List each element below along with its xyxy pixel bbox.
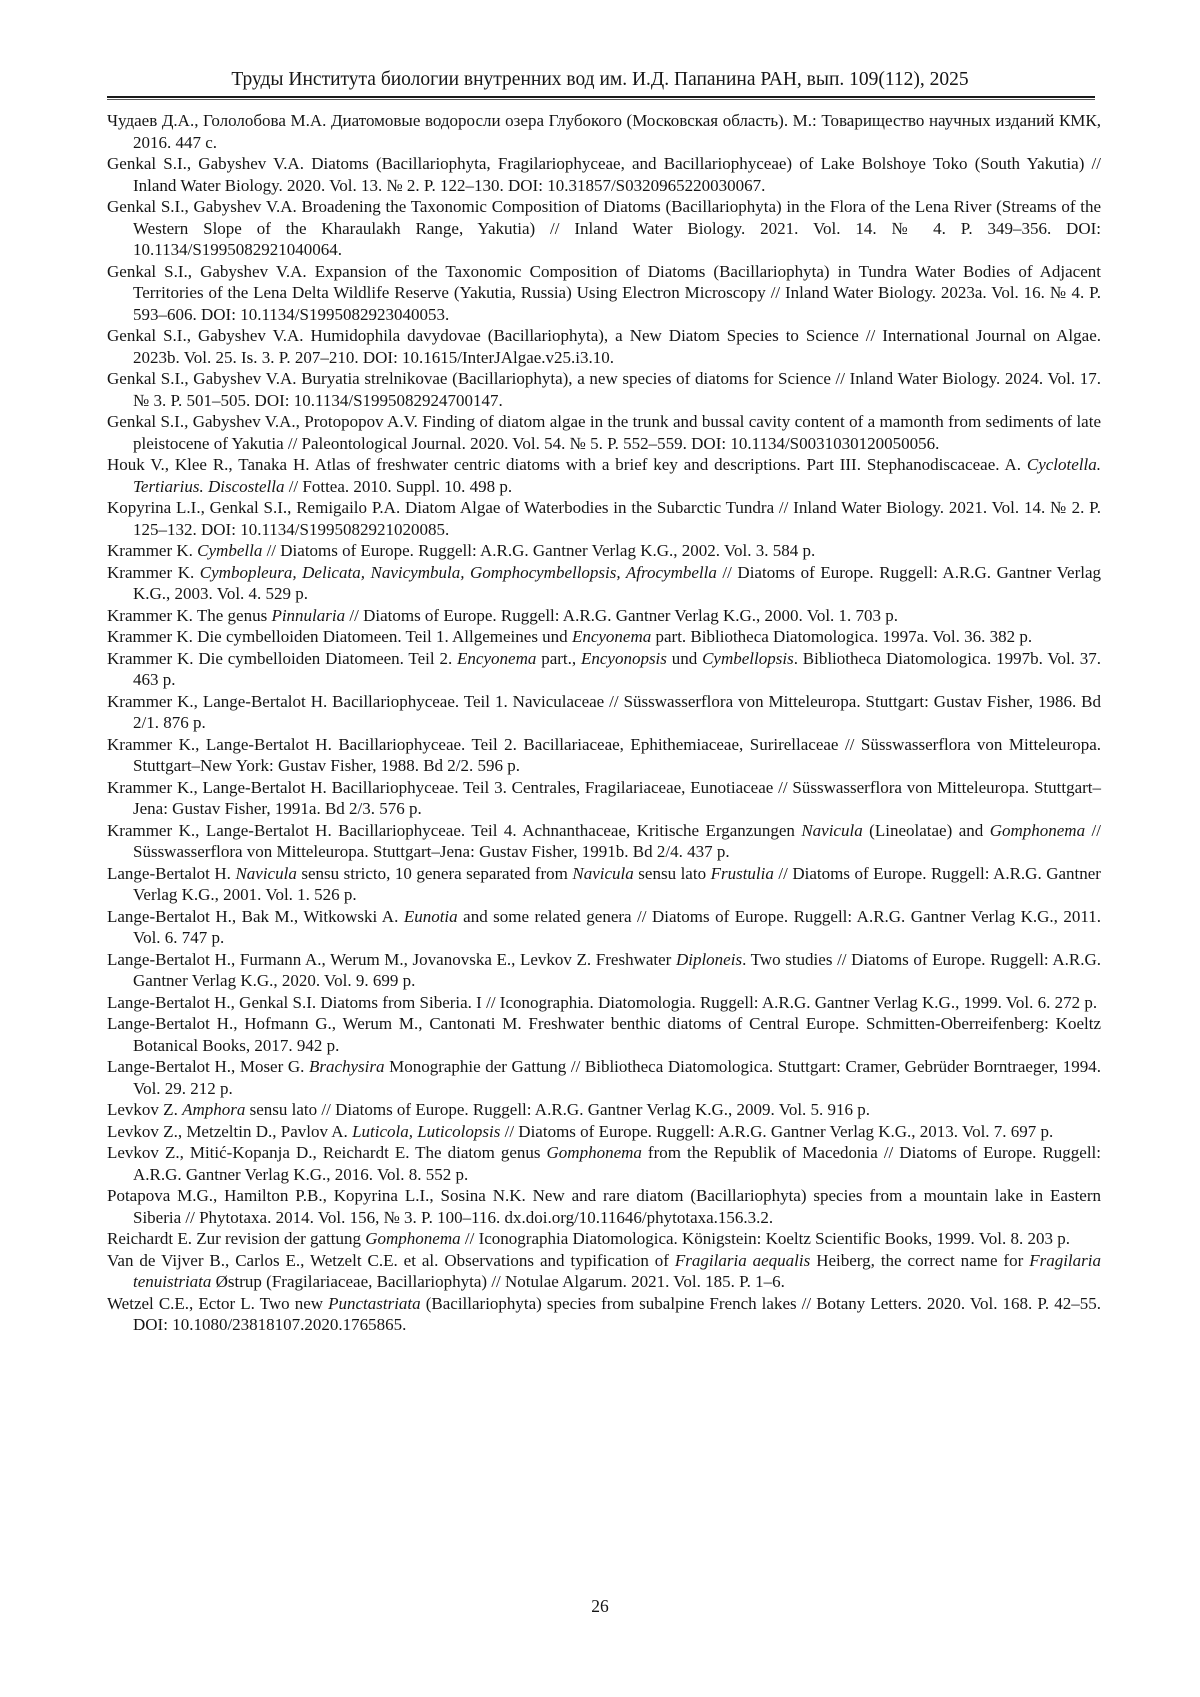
reference-item <box>107 497 1101 540</box>
reference-item <box>107 1142 1101 1185</box>
reference-item <box>107 734 1101 777</box>
reference-text: Potapova M.G., Hamilton P.B., Kopyrina L.I., Sosina N.K. New and rare diatom (Bacillariophyta) species from a mountain lake in Eastern Siberia // Phytotaxa. 2014. Vol. 156, № 3. P. 100–116. dx.doi.org/10.11646/phytotaxa.156.3.2. <box>107 1186 1101 1227</box>
taxon-name: Navicula <box>572 863 634 883</box>
reference-item <box>107 1056 1101 1099</box>
reference-text: Van de Vijver B., Carlos E., Wetzelt C.E. et al. Observations and typification of <box>107 1250 675 1270</box>
taxon-name: Navicula <box>801 820 863 840</box>
reference-item <box>107 648 1101 691</box>
reference-text: Lange-Bertalot H., Hofmann G., Werum M., Cantonati M. Freshwater benthic diatoms of Central Europe. Schmitten-Oberreifenberg: Koeltz Botanical Books, 2017. 942 p. <box>107 1014 1101 1055</box>
reference-text: from the Republik of Macedonia // Diatoms of Europe. Ruggell: A.R.G. Gantner Verlag K.G., 2016. Vol. 8. 552 p. <box>133 1143 1102 1184</box>
reference-item <box>107 992 1101 1014</box>
reference-text: Krammer K., Lange-Bertalot H. Bacillariophyceae. Teil 4. Achnanthaceae, Kritische Erganzungen <box>107 820 802 840</box>
reference-text: sensu lato // Diatoms of Europe. Ruggell: A.R.G. Gantner Verlag K.G., 2009. Vol. 5. 916 p. <box>245 1100 871 1119</box>
taxon-name: Cymbellopsis <box>702 648 794 668</box>
reference-text: // Diatoms of Europe. Ruggell: A.R.G. Gantner Verlag K.G., 2001. Vol. 1. 526 p. <box>133 863 1101 904</box>
reference-text: Levkov Z. <box>107 1100 183 1119</box>
reference-item <box>107 325 1101 368</box>
reference-item <box>107 1099 1101 1121</box>
reference-text: // Diatoms of Europe. Ruggell: A.R.G. Gantner Verlag K.G., 2013. Vol. 7. 697 p. <box>500 1121 1054 1141</box>
taxon-name: Frustulia <box>710 863 774 883</box>
taxon-name: Amphora <box>182 1100 246 1119</box>
journal-running-head: Труды Института биологии внутренних вод им. И.Д. Папанина РАН, вып. 109(112), 2025 <box>231 69 969 90</box>
taxon-name: Fragilaria aequalis <box>674 1250 811 1270</box>
reference-item <box>107 196 1101 261</box>
reference-item <box>107 153 1101 196</box>
reference-item <box>107 454 1101 497</box>
reference-text: (Lineolatae) and <box>862 820 990 840</box>
reference-text: (Bacillariophyta) species from subalpine French lakes // Botany Letters. 2020. Vol. 168. P. 42–55. DOI: 10.1080/23818107.2020.1765865. <box>133 1293 1101 1334</box>
reference-text: // Fottea. 2010. Suppl. 10. 498 p. <box>284 476 513 496</box>
reference-text: // Diatoms of Europe. Ruggell: A.R.G. Gantner Verlag K.G., 2002. Vol. 3. 584 p. <box>262 541 816 560</box>
reference-text: Genkal S.I., Gabyshev V.A. Broadening the Taxonomic Composition of Diatoms (Bacillariophyta) in the Flora of the Lena River (Streams of the Western Slope of the Kharaulakh Range, Yakutia) // Inland Water Biology. 2021. Vol. 14. № 4. P. 349–356. DOI: 10.1134/S1995082921040064. <box>107 197 1101 259</box>
reference-text: Krammer K., Lange-Bertalot H. Bacillariophyceae. Teil 1. Naviculaceae // Süsswasserflora von Mitteleuropa. Stuttgart: Gustav Fisher, 1986. Bd 2/1. 876 p. <box>107 691 1101 732</box>
reference-item <box>107 949 1101 992</box>
reference-item <box>107 1013 1101 1056</box>
taxon-name: Pinnularia <box>271 605 346 625</box>
taxon-name: Encyonopsis <box>580 648 667 668</box>
reference-text: Genkal S.I., Gabyshev V.A. Buryatia strelnikovae (Bacillariophyta), a new species of diatoms for Science // Inland Water Biology. 2024. Vol. 17. № 3. P. 501–505. DOI: 10.1134/S1995082924700147. <box>107 369 1101 410</box>
reference-text: und <box>666 648 703 668</box>
reference-text: // Diatoms of Europe. Ruggell: A.R.G. Gantner Verlag K.G., 2003. Vol. 4. 529 p. <box>133 562 1101 603</box>
taxon-name: Gomphonema <box>989 820 1086 840</box>
reference-item <box>107 1185 1101 1228</box>
reference-text: Genkal S.I., Gabyshev V.A., Protopopov A.V. Finding of diatom algae in the trunk and bussal cavity content of a mamonth from sediments of late pleistocene of Yakutia // Paleontological Journal. 2020. Vol. 54. № 5. P. 552–559. DOI: 10.1134/S0031030120050056. <box>107 412 1101 453</box>
taxon-name: Cymbella <box>197 541 263 560</box>
reference-item <box>107 777 1101 820</box>
reference-text: sensu stricto, 10 genera separated from <box>296 863 573 883</box>
page-number: 26 <box>591 1596 609 1616</box>
reference-item <box>107 110 1101 153</box>
reference-text: Levkov Z., Mitić-Kopanja D., Reichardt E. The diatom genus <box>107 1143 547 1162</box>
reference-item <box>107 863 1101 906</box>
reference-text: Genkal S.I., Gabyshev V.A. Diatoms (Bacillariophyta, Fragilariophyceae, and Bacillariophyceae) of Lake Bolshoye Toko (South Yakutia) // Inland Water Biology. 2020. Vol. 13. № 2. P. 122–130. DOI: 10.31857/S0320965220030067. <box>107 154 1101 195</box>
taxon-name: Navicula <box>235 863 297 883</box>
reference-item <box>107 1121 1101 1143</box>
reference-text: Lange-Bertalot H., Moser G. <box>107 1057 309 1076</box>
taxon-name: Brachysira <box>308 1057 385 1076</box>
reference-text: part. Bibliotheca Diatomologica. 1997a. Vol. 36. 382 p. <box>651 627 1033 646</box>
reference-item <box>107 1293 1101 1336</box>
reference-text: Lange-Bertalot H., Furmann A., Werum M., Jovanovska E., Levkov Z. Freshwater <box>107 949 676 969</box>
reference-item <box>107 411 1101 454</box>
reference-text: Heiberg, the correct name for <box>810 1250 1030 1270</box>
header-rule <box>107 96 1095 100</box>
reference-text: . Bibliotheca Diatomologica. 1997b. Vol. 37. 463 p. <box>133 648 1102 689</box>
reference-text: Wetzel C.E., Ector L. Two new <box>107 1293 329 1313</box>
reference-text: Krammer K. The genus <box>107 605 272 625</box>
reference-item <box>107 562 1101 605</box>
reference-text: Lange-Bertalot H., Bak M., Witkowski A. <box>107 906 404 926</box>
reference-text: Lange-Bertalot H., Genkal S.I. Diatoms from Siberia. I // Iconographia. Diatomologia. Ruggell: A.R.G. Gantner Verlag K.G., 1999. Vol. 6. 272 p. <box>107 992 1098 1012</box>
taxon-name: Encyonema <box>457 648 537 668</box>
reference-text: and some related genera // Diatoms of Europe. Ruggell: A.R.G. Gantner Verlag K.G., 2011. Vol. 6. 747 p. <box>133 906 1101 947</box>
reference-text: Krammer K. Die cymbelloiden Diatomeen. Teil 2. <box>107 648 458 668</box>
reference-item <box>107 368 1101 411</box>
reference-text: Genkal S.I., Gabyshev V.A. Expansion of the Taxonomic Composition of Diatoms (Bacillariophyta) in Tundra Water Bodies of Adjacent Territories of the Lena Delta Wildlife Reserve (Yakutia, Russia) Using Electron Microscopy // Inland Water Biology. 2023a. Vol. 16. № 4. P. 593–606. DOI: 10.1134/S1995082923040053. <box>107 261 1101 324</box>
reference-text: Houk V., Klee R., Tanaka H. Atlas of freshwater centric diatoms with a brief key and descriptions. Part III. Stephanodiscaceae. A. <box>107 455 1027 474</box>
taxon-name: Cyclotella. Tertiarius. Discostella <box>133 455 1101 496</box>
reference-text: sensu lato <box>633 863 711 883</box>
taxon-name: Encyonema <box>571 627 652 646</box>
reference-text: Reichardt E. Zur revision der gattung <box>107 1229 366 1248</box>
reference-text: Krammer K., Lange-Bertalot H. Bacillariophyceae. Teil 2. Bacillariaceae, Ephithemiaceae, Surirellaceae // Süsswasserflora von Mitteleuropa. Stuttgart–New York: Gustav Fisher, 1988. Bd 2/2. 596 p. <box>107 734 1101 775</box>
reference-text: Krammer K. <box>107 541 198 560</box>
reference-text: Genkal S.I., Gabyshev V.A. Humidophila davydovae (Bacillariophyta), a New Diatom Species to Science // International Journal on Algae. 2023b. Vol. 25. Is. 3. P. 207–210. DOI: 10.1615/InterJAlgae.v25.i3.10. <box>107 326 1101 367</box>
taxon-name: Gomphonema <box>546 1143 642 1162</box>
reference-item <box>107 691 1101 734</box>
reference-text: Krammer K., Lange-Bertalot H. Bacillariophyceae. Teil 3. Centrales, Fragilariaceae, Eunotiaceae // Süsswasserflora von Mitteleuropa. Stuttgart–Jena: Gustav Fisher, 1991a. Bd 2/3. 576 p. <box>107 777 1101 818</box>
taxon-name: Diploneis <box>675 949 743 969</box>
reference-item <box>107 261 1101 326</box>
reference-text: // Diatoms of Europe. Ruggell: A.R.G. Gantner Verlag K.G., 2000. Vol. 1. 703 p. <box>345 605 899 625</box>
reference-item <box>107 820 1101 863</box>
reference-text: Kopyrina L.I., Genkal S.I., Remigailo P.A. Diatom Algae of Waterbodies in the Subarctic Tundra // Inland Water Biology. 2021. Vol. 14. № 2. P. 125–132. DOI: 10.1134/S1995082921020085. <box>107 498 1101 539</box>
taxon-name: Eunotia <box>403 906 458 926</box>
reference-item <box>107 1228 1101 1250</box>
references-list <box>107 110 1101 1336</box>
reference-text: Levkov Z., Metzeltin D., Pavlov A. <box>107 1121 353 1141</box>
reference-text: Чудаев Д.А., Гололобова М.А. Диатомовые водоросли озера Глубокого (Московская область). М.: Товарищество научных изданий КМК, 2016. 447 с. <box>107 111 1101 152</box>
taxon-name: Cymbopleura, Delicata, Navicymbula, Gomphocymbellopsis, Afrocymbella <box>199 562 717 582</box>
reference-text: part., <box>536 648 581 668</box>
reference-item <box>107 540 1101 562</box>
reference-item <box>107 605 1101 627</box>
reference-text: Østrup (Fragilariaceae, Bacillariophyta) // Notulae Algarum. 2021. Vol. 185. P. 1–6. <box>211 1272 785 1291</box>
reference-text: Monographie der Gattung // Bibliotheca Diatomologica. Stuttgart: Cramer, Gebrüder Borntraeger, 1994. Vol. 29. 212 p. <box>133 1057 1102 1098</box>
reference-item <box>107 626 1101 648</box>
reference-text: Krammer K. Die cymbelloiden Diatomeen. Teil 1. Allgemeines und <box>107 627 572 646</box>
taxon-name: Luticola, Luticolopsis <box>352 1121 501 1141</box>
reference-item <box>107 906 1101 949</box>
reference-text: Krammer K. <box>107 562 200 582</box>
taxon-name: Punctastriata <box>328 1293 421 1313</box>
reference-text: . Two studies // Diatoms of Europe. Ruggell: A.R.G. Gantner Verlag K.G., 2020. Vol. 9. 699 p. <box>133 949 1101 990</box>
taxon-name: Gomphonema <box>365 1229 461 1248</box>
reference-item <box>107 1250 1101 1293</box>
reference-text: // Iconographia Diatomologica. Königstein: Koeltz Scientific Books, 1999. Vol. 8. 203 p. <box>460 1229 1071 1248</box>
reference-text: Lange-Bertalot H. <box>107 863 236 883</box>
taxon-name: Fragilaria tenuistriata <box>133 1250 1101 1291</box>
reference-text: // Süsswasserflora von Mitteleuropa. Stuttgart–Jena: Gustav Fisher, 1991b. Bd 2/4. 437 p. <box>133 820 1101 861</box>
